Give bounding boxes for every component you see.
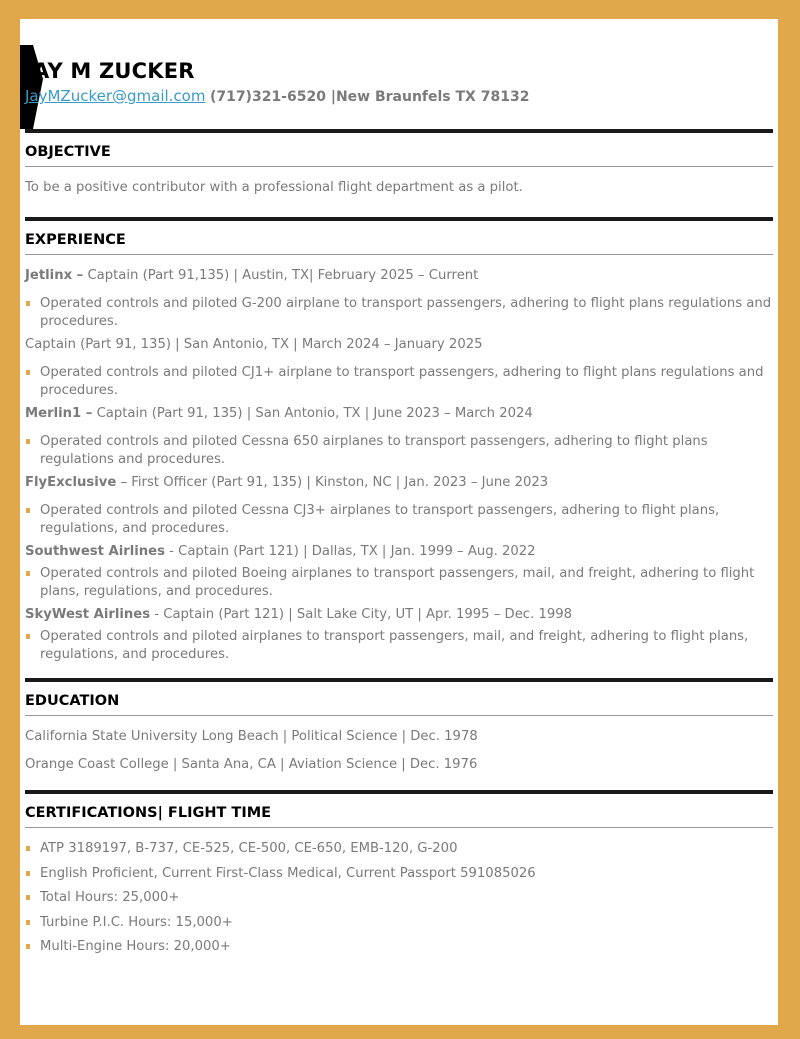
job-heading — [25, 267, 773, 285]
list-item: Multi-Engine Hours: 20,000+ — [25, 938, 773, 956]
job-entry — [25, 474, 773, 537]
list-item: Operated controls and piloted G-200 airplane to transport passengers, adhering to flight plans regulations and procedures. — [25, 295, 773, 330]
list-item: Turbine P.I.C. Hours: 15,000+ — [25, 914, 773, 932]
certifications-section — [25, 790, 773, 956]
job-detail: Captain (Part 91,135) | Austin, TX| February 2025 – Current — [83, 268, 479, 283]
resume-page — [20, 19, 778, 1025]
education-title: EDUCATION — [25, 693, 120, 709]
job-entry — [25, 336, 773, 399]
job-entry — [25, 267, 773, 330]
bullet-marker-icon — [26, 920, 30, 925]
contact-line — [25, 85, 773, 108]
section-divider — [25, 166, 773, 167]
email-link[interactable]: JayMZucker@gmail.com — [25, 87, 206, 105]
list-item: Operated controls and piloted CJ1+ airplane to transport passengers, adhering to flight plans regulations and procedures. — [25, 364, 773, 399]
applicant-name: JAY M ZUCKER — [25, 59, 195, 83]
job-company: Jetlinx – — [25, 268, 84, 283]
objective-title: OBJECTIVE — [25, 144, 111, 160]
job-heading — [25, 474, 773, 492]
education-item: California State University Long Beach | Political Science | Dec. 1978 — [25, 729, 478, 744]
bullet-marker-icon — [26, 439, 30, 444]
bullet-marker-icon — [26, 895, 30, 900]
education-section — [25, 678, 773, 774]
job-detail: - Captain (Part 121) | Salt Lake City, UT | Apr. 1995 – Dec. 1998 — [150, 607, 573, 622]
bullet-marker-icon — [26, 370, 30, 375]
job-heading — [25, 543, 773, 561]
list-item: Operated controls and piloted Cessna CJ3+ airplanes to transport passengers, adhering to flight plans, regulations, and procedures. — [25, 502, 773, 537]
section-divider — [25, 254, 773, 255]
job-company: Merlin1 – — [25, 406, 93, 421]
bullet-marker-icon — [26, 634, 30, 639]
job-detail: – First Officer (Part 91, 135) | Kinston, NC | Jan. 2023 – June 2023 — [116, 475, 549, 490]
job-detail: - Captain (Part 121) | Dallas, TX | Jan. 1999 – Aug. 2022 — [164, 544, 536, 559]
job-heading — [25, 336, 773, 354]
objective-text: To be a positive contributor with a professional flight department as a pilot. — [25, 180, 523, 195]
section-divider — [25, 715, 773, 716]
job-detail: Captain (Part 91, 135) | San Antonio, TX | March 2024 – January 2025 — [25, 337, 483, 352]
list-item: ATP 3189197, B-737, CE-525, CE-500, CE-650, EMB-120, G-200 — [25, 840, 773, 858]
certifications-list — [25, 840, 773, 956]
list-item: Total Hours: 25,000+ — [25, 889, 773, 907]
list-item: Operated controls and piloted Cessna 650 airplanes to transport passengers, adhering to flight plans regulations and procedures. — [25, 433, 773, 468]
list-item: Operated controls and piloted Boeing airplanes to transport passengers, mail, and freight, adhering to flight plans, regulations, and procedures. — [25, 565, 773, 600]
job-entry — [25, 606, 773, 663]
objective-section — [25, 129, 773, 197]
bullet-marker-icon — [26, 871, 30, 876]
job-company: FlyExclusive — [25, 475, 117, 490]
experience-title: EXPERIENCE — [25, 232, 126, 248]
list-item: Operated controls and piloted airplanes to transport passengers, mail, and freight, adhering to flight plans, regulations, and procedures. — [25, 628, 773, 663]
job-heading — [25, 606, 773, 624]
job-entry — [25, 405, 773, 468]
bullet-marker-icon — [26, 301, 30, 306]
bullet-marker-icon — [26, 944, 30, 949]
section-divider — [25, 827, 773, 828]
experience-section — [25, 217, 773, 663]
job-heading — [25, 405, 773, 423]
phone-location: (717)321-6520 |New Braunfels TX 78132 — [209, 89, 530, 105]
job-company: SkyWest Airlines — [25, 607, 151, 622]
bullet-marker-icon — [26, 571, 30, 576]
certifications-title: CERTIFICATIONS| FLIGHT TIME — [25, 805, 272, 821]
bullet-marker-icon — [26, 508, 30, 513]
bullet-marker-icon — [26, 846, 30, 851]
job-entry — [25, 543, 773, 600]
job-company: Southwest Airlines — [25, 544, 165, 559]
list-item: English Proficient, Current First-Class Medical, Current Passport 591085026 — [25, 865, 773, 883]
job-detail: Captain (Part 91, 135) | San Antonio, TX | June 2023 – March 2024 — [92, 406, 533, 421]
education-item: Orange Coast College | Santa Ana, CA | Aviation Science | Dec. 1976 — [25, 757, 478, 772]
